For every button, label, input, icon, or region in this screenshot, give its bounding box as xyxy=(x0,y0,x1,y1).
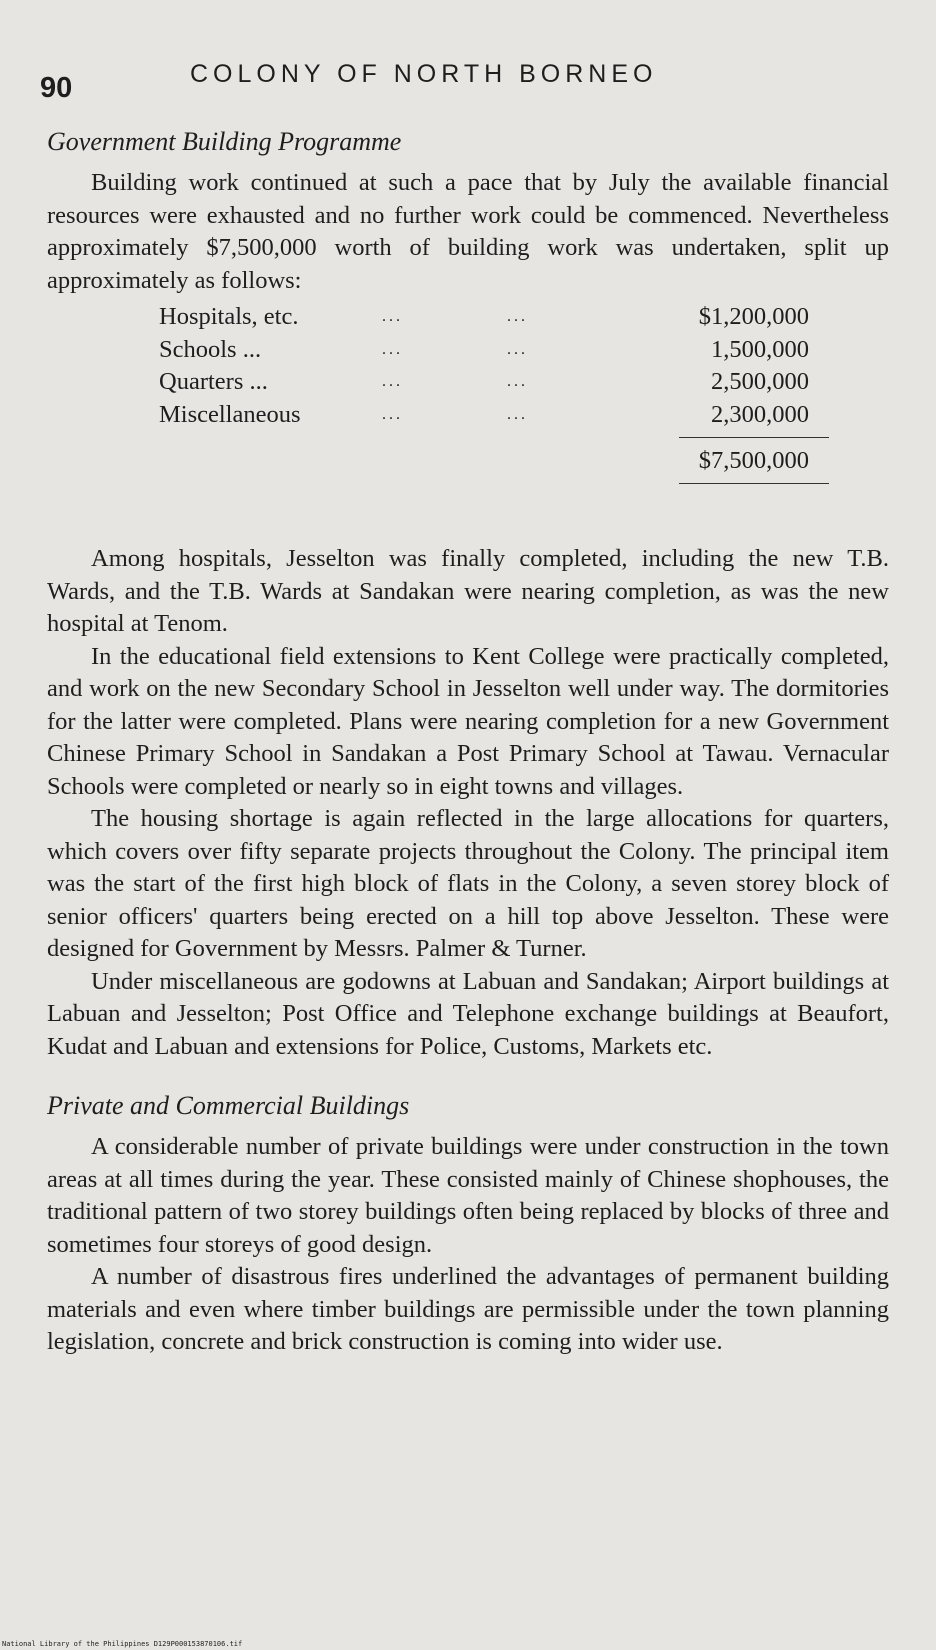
table-total-row xyxy=(47,431,889,481)
leader-dots: ... xyxy=(382,373,403,390)
subtotal-rule xyxy=(679,437,829,438)
leader-dots: ... xyxy=(382,340,403,358)
paragraph-hospitals: Among hospitals, Jesselton was finally completed, including the new T.B. Wards, and the T.B. Wards at Sandakan were nearing completion, as was the new hospital at Tenom. xyxy=(47,545,889,637)
leader-dots: ... xyxy=(507,340,528,358)
section-heading-government-building: Government Building Programme xyxy=(47,127,402,156)
row-amount: 1,500,000 xyxy=(711,335,809,363)
row-amount: 2,300,000 xyxy=(711,400,809,428)
page-number: 90 xyxy=(40,72,73,104)
table-row xyxy=(47,399,889,432)
row-label: Hospitals, etc. xyxy=(159,303,299,330)
running-title: COLONY OF NORTH BORNEO xyxy=(190,60,658,88)
row-label: Schools ... xyxy=(159,335,262,363)
page-header xyxy=(40,52,900,102)
table-row xyxy=(47,334,889,367)
paragraph-miscellaneous: Under miscellaneous are godowns at Labuan and Sandakan; Airport buildings at Labuan and Jesselton; Post Office and Telephone exchange buildings at Beaufort, Kudat and Labuan and extensions for Police, Customs, Markets etc. xyxy=(47,967,889,1060)
scan-credit: National Library of the Philippines D129P000153870106.tif xyxy=(2,1640,243,1648)
leader-dots: ... xyxy=(382,405,403,423)
row-label: Miscellaneous xyxy=(159,400,301,428)
leader-dots: ... xyxy=(507,405,528,423)
table-total: $7,500,000 xyxy=(698,447,809,474)
page-body xyxy=(47,125,889,1359)
leader-dots: ... xyxy=(382,308,403,325)
row-amount: $1,200,000 xyxy=(698,303,809,330)
table-row xyxy=(47,301,889,334)
intro-paragraph: Building work continued at such a pace that by July the available financial resources were exhausted and no further work could be commenced. Nevertheless approximately $7,500,000 worth of building work was undertaken, split up approximately as follows: xyxy=(47,169,889,294)
paragraph-housing: The housing shortage is again reflected in the large allocations for quarters, which covers over fifty separate projects throughout the Colony. The principal item was the start of the first high block of flats in the Colony, a seven storey block of senior officers' quarters being erected on a hill top above Jesselton. These were designed for Government by Messrs. Palmer & Turner. xyxy=(47,805,889,962)
allocation-table xyxy=(47,301,889,481)
row-label: Quarters ... xyxy=(159,368,268,395)
leader-dots: ... xyxy=(507,308,528,325)
section-private-commercial xyxy=(47,1089,889,1359)
paragraph-fires: A number of disastrous fires underlined the advantages of permanent building materials and even where timber buildings are permissible under the town planning legislation, concrete and brick construction is coming into wider use. xyxy=(47,1263,889,1355)
table-row xyxy=(47,366,889,399)
spacer xyxy=(47,481,889,543)
row-amount: 2,500,000 xyxy=(711,368,809,395)
paragraph-private-buildings: A considerable number of private buildings were under construction in the town areas at all times during the year. These consisted mainly of Chinese shophouses, the traditional pattern of two storey buildings often being replaced by blocks of three and sometimes four storeys of good design. xyxy=(47,1133,889,1258)
total-rule xyxy=(679,483,829,484)
paragraph-education: In the educational field extensions to Kent College were practically completed, and work on the new Secondary School in Jesselton well under way. The dormitories for the latter were completed. Plans were nearing completion for a new Government Chinese Primary School in Sandakan a Post Primary School at Tawau. Vernacular Schools were completed or nearly so in eight towns and villages. xyxy=(47,642,889,800)
leader-dots: ... xyxy=(507,373,528,390)
section-heading-private-commercial: Private and Commercial Buildings xyxy=(47,1091,410,1120)
